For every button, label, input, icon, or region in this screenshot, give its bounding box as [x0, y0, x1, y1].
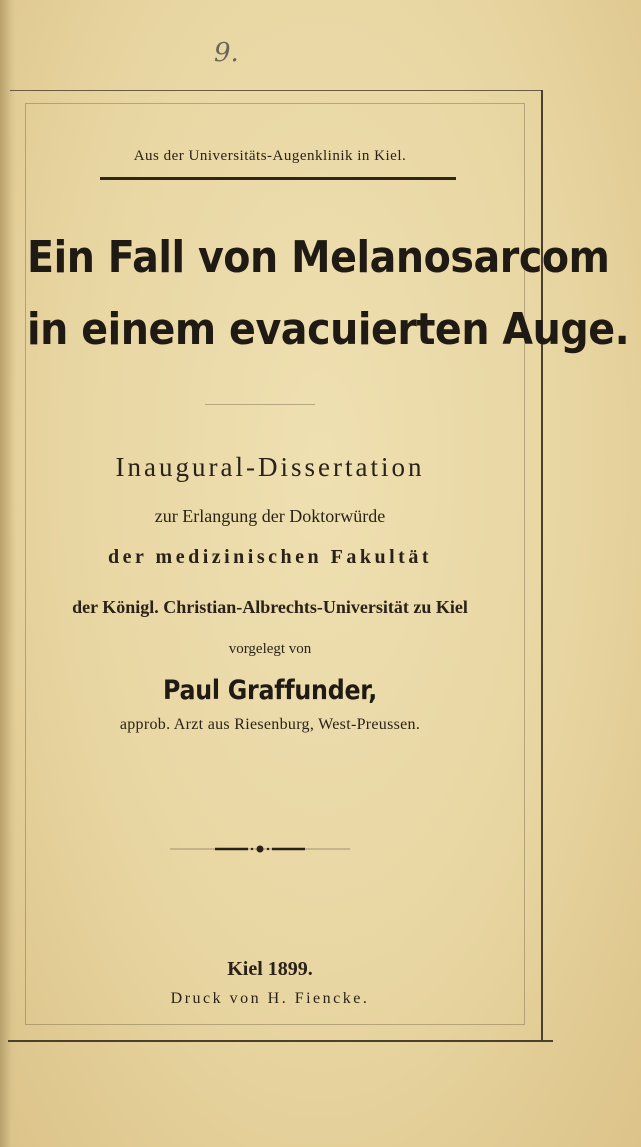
header-rule	[100, 177, 456, 180]
clinic-header: Aus der Universitäts-Augenklinik in Kiel.	[133, 148, 407, 164]
title-line-2: in einem evacuierten Auge.	[27, 304, 630, 355]
title-line-1: Ein Fall von Melanosarcom	[27, 232, 610, 283]
ornament-divider-icon	[170, 842, 350, 856]
purpose-line: zur Erlangung der Doktorwürde	[154, 506, 386, 526]
place-year: Kiel 1899.	[227, 958, 313, 980]
dissertation-label: Inaugural-Dissertation	[115, 452, 425, 482]
author-title: approb. Arzt aus Riesenburg, West-Preussen.	[119, 716, 421, 733]
faculty-line: der medizinischen Fakultät	[108, 546, 432, 568]
frame-top-line	[10, 90, 543, 91]
title-divider	[205, 404, 315, 405]
university-line: der Königl. Christian-Albrechts-Universität zu Kiel	[72, 597, 468, 617]
printer-line: Druck von H. Fiencke.	[170, 990, 370, 1007]
author-name: Paul Graffunder,	[162, 675, 378, 706]
presented-by: vorgelegt von	[228, 641, 312, 657]
frame-bottom-line	[8, 1040, 553, 1042]
pencil-mark: 9.	[214, 38, 239, 68]
